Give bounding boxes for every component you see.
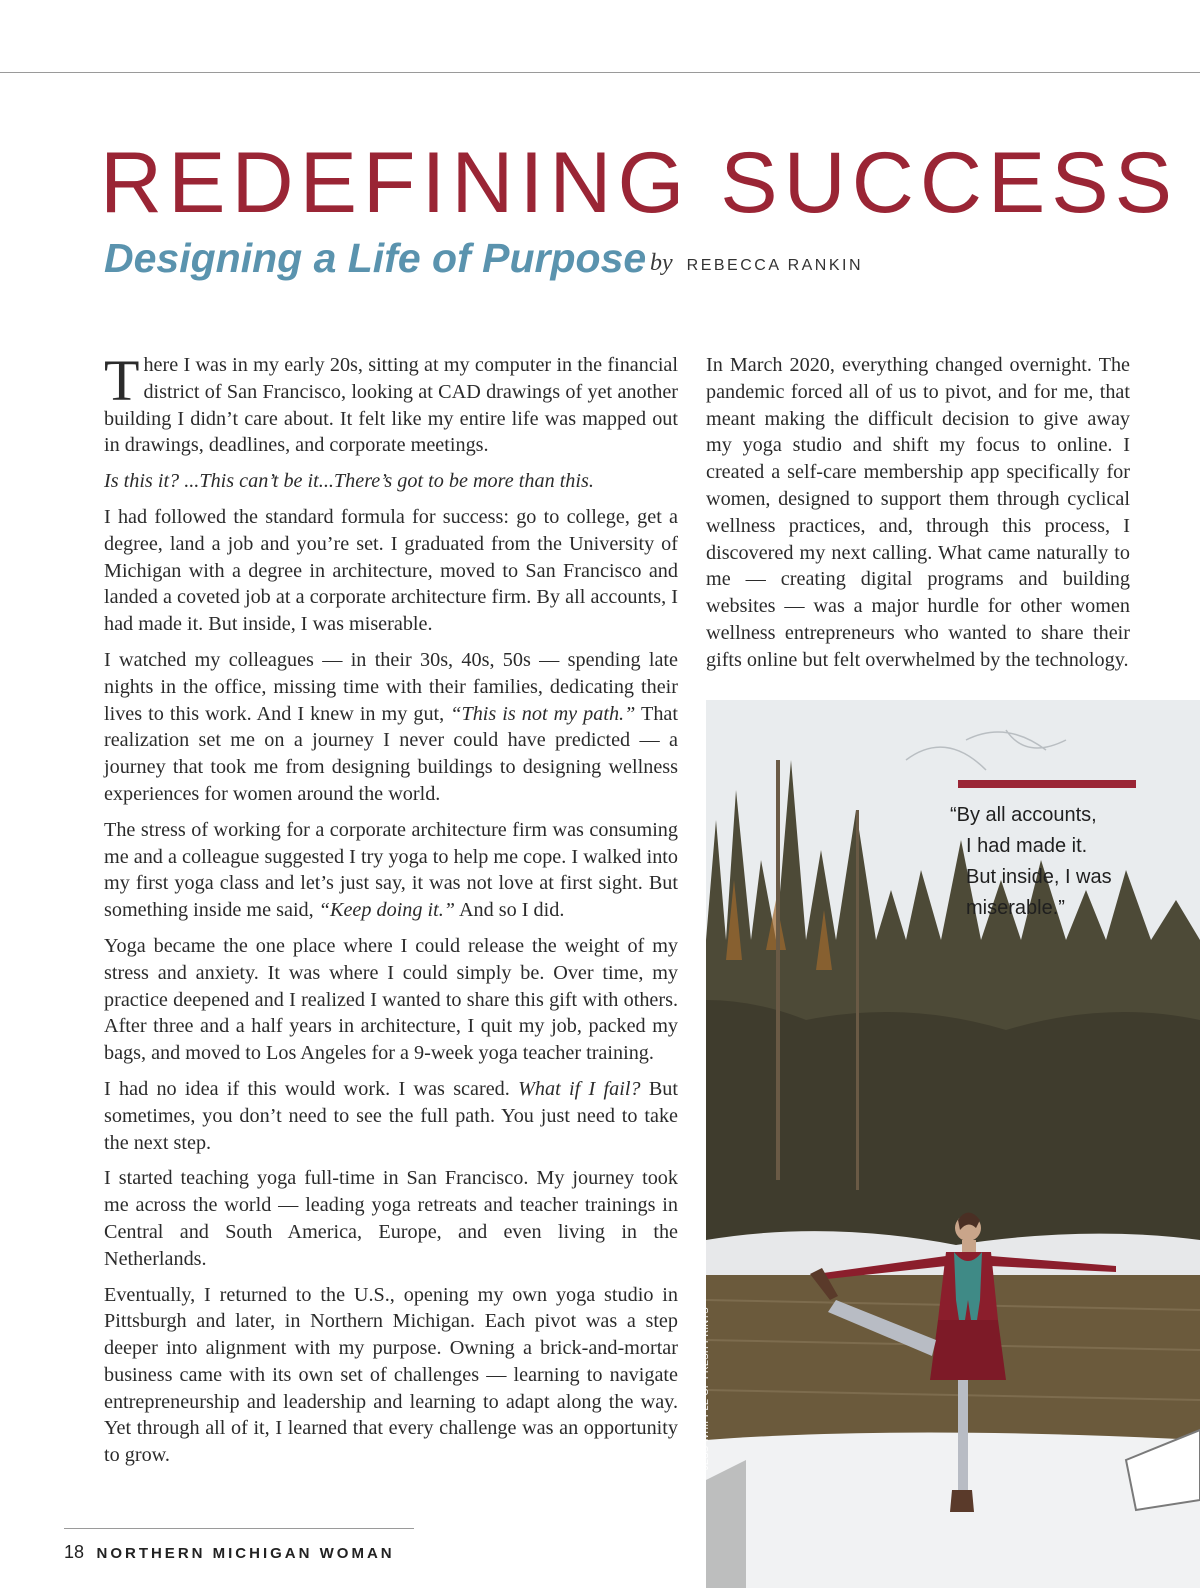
paragraph: I started teaching yoga full-time in San Francisco. My journey took me across the world — leading yoga retreats and teacher trainings in Central and South America, Europe, and even living in the Netherlands. (104, 1167, 678, 1270)
pull-quote-line: But inside, I was (966, 866, 1112, 888)
article-title: REDEFINING SUCCESS (100, 135, 1179, 231)
article-column-right (706, 352, 1130, 683)
paragraph: I had no idea if this would work. I was scared. What if I fail? But sometimes, you don’t need to see the full path. You just need to take the next step. (104, 1077, 678, 1154)
paragraph: In March 2020, everything changed overnight. The pandemic forced all of us to pivot, and for me, that meant making the difficult decision to give away my yoga studio and shift my focus to online. I created a self-care membership app specifically for women, designed to support them through cyclical wellness practices, and, through this process, I discovered my next calling. What came naturally to me — creating digital programs and building websites — was a major hurdle for other women wellness entrepreneurs who wanted to share their gifts online but felt overwhelmed by the technology. (706, 354, 1130, 671)
article-column-left (104, 348, 678, 1478)
pull-quote (950, 800, 1150, 924)
paragraph: There I was in my early 20s, sitting at my computer in the financial district of San Francisco, looking at CAD drawings of yet another building I didn’t care about. It felt like my entire life was mapped out in drawings, deadlines, and corporate meetings. (104, 348, 678, 457)
paragraph: Is this it? ...This can’t be it...There’s got to be more than this. (104, 470, 594, 493)
pull-quote-line: “By all accounts, (950, 804, 1097, 826)
paragraph: The stress of working for a corporate architecture firm was consuming me and a colleague suggested I try yoga to help me cope. I walked into my first yoga class and let’s just say, it was not love at first sight. But something inside me said, “Keep doing it.” And so I did. (104, 818, 678, 922)
byline (650, 250, 863, 277)
top-rule (0, 72, 1200, 73)
page-footer (64, 1542, 395, 1563)
photo-credit: JESS WHIPPLE OF FRESH PRINTS (700, 1306, 710, 1470)
paragraph: Yoga became the one place where I could release the weight of my stress and anxiety. It was where I could simply be. Over time, my practice deepened and I realized I wanted to share this gift with others. After three and a half years in architecture, I quit my job, packed my bags, and moved to Los Angeles for a 9-week yoga teacher training. (104, 934, 678, 1065)
paragraph: I watched my colleagues — in their 30s, 40s, 50s — spending late nights in the office, missing time with their families, dedicating their lives to this work. And I knew in my gut, “This is not my path.” That realization set me on a journey I never could have predicted — a journey that took me from designing buildings to designing wellness experiences for women around the world. (104, 648, 678, 805)
drop-cap: T (104, 348, 140, 413)
paragraph: I had followed the standard formula for success: go to college, get a degree, land a job and you’re set. I graduated from the University of Michigan with a degree in architecture, moved to San Francisco and landed a coveted job at a corporate architecture firm. By all accounts, I had made it. But inside, I was miserable. (104, 505, 678, 636)
publication-name: NORTHERN MICHIGAN WOMAN (96, 1545, 395, 1562)
paragraph: Eventually, I returned to the U.S., opening my own yoga studio in Pittsburgh and later, in Northern Michigan. Each pivot was a step deeper into alignment with my purpose. Owning a brick-and-mortar business came with its own set of challenges — learning to navigate entrepreneurship and leadership and learning to adapt along the way. Yet through all of it, I learned that every challenge was an opportunity to grow. (104, 1283, 678, 1467)
article-subtitle: Designing a Life of Purpose (104, 235, 647, 281)
author-name: REBECCA RANKIN (686, 257, 864, 274)
pull-quote-bar (958, 780, 1136, 788)
footer-rule (64, 1528, 414, 1529)
pull-quote-line: miserable.” (966, 897, 1065, 919)
byline-by: by (650, 250, 673, 276)
page-number: 18 (64, 1542, 85, 1562)
pull-quote-line: I had made it. (966, 835, 1088, 857)
